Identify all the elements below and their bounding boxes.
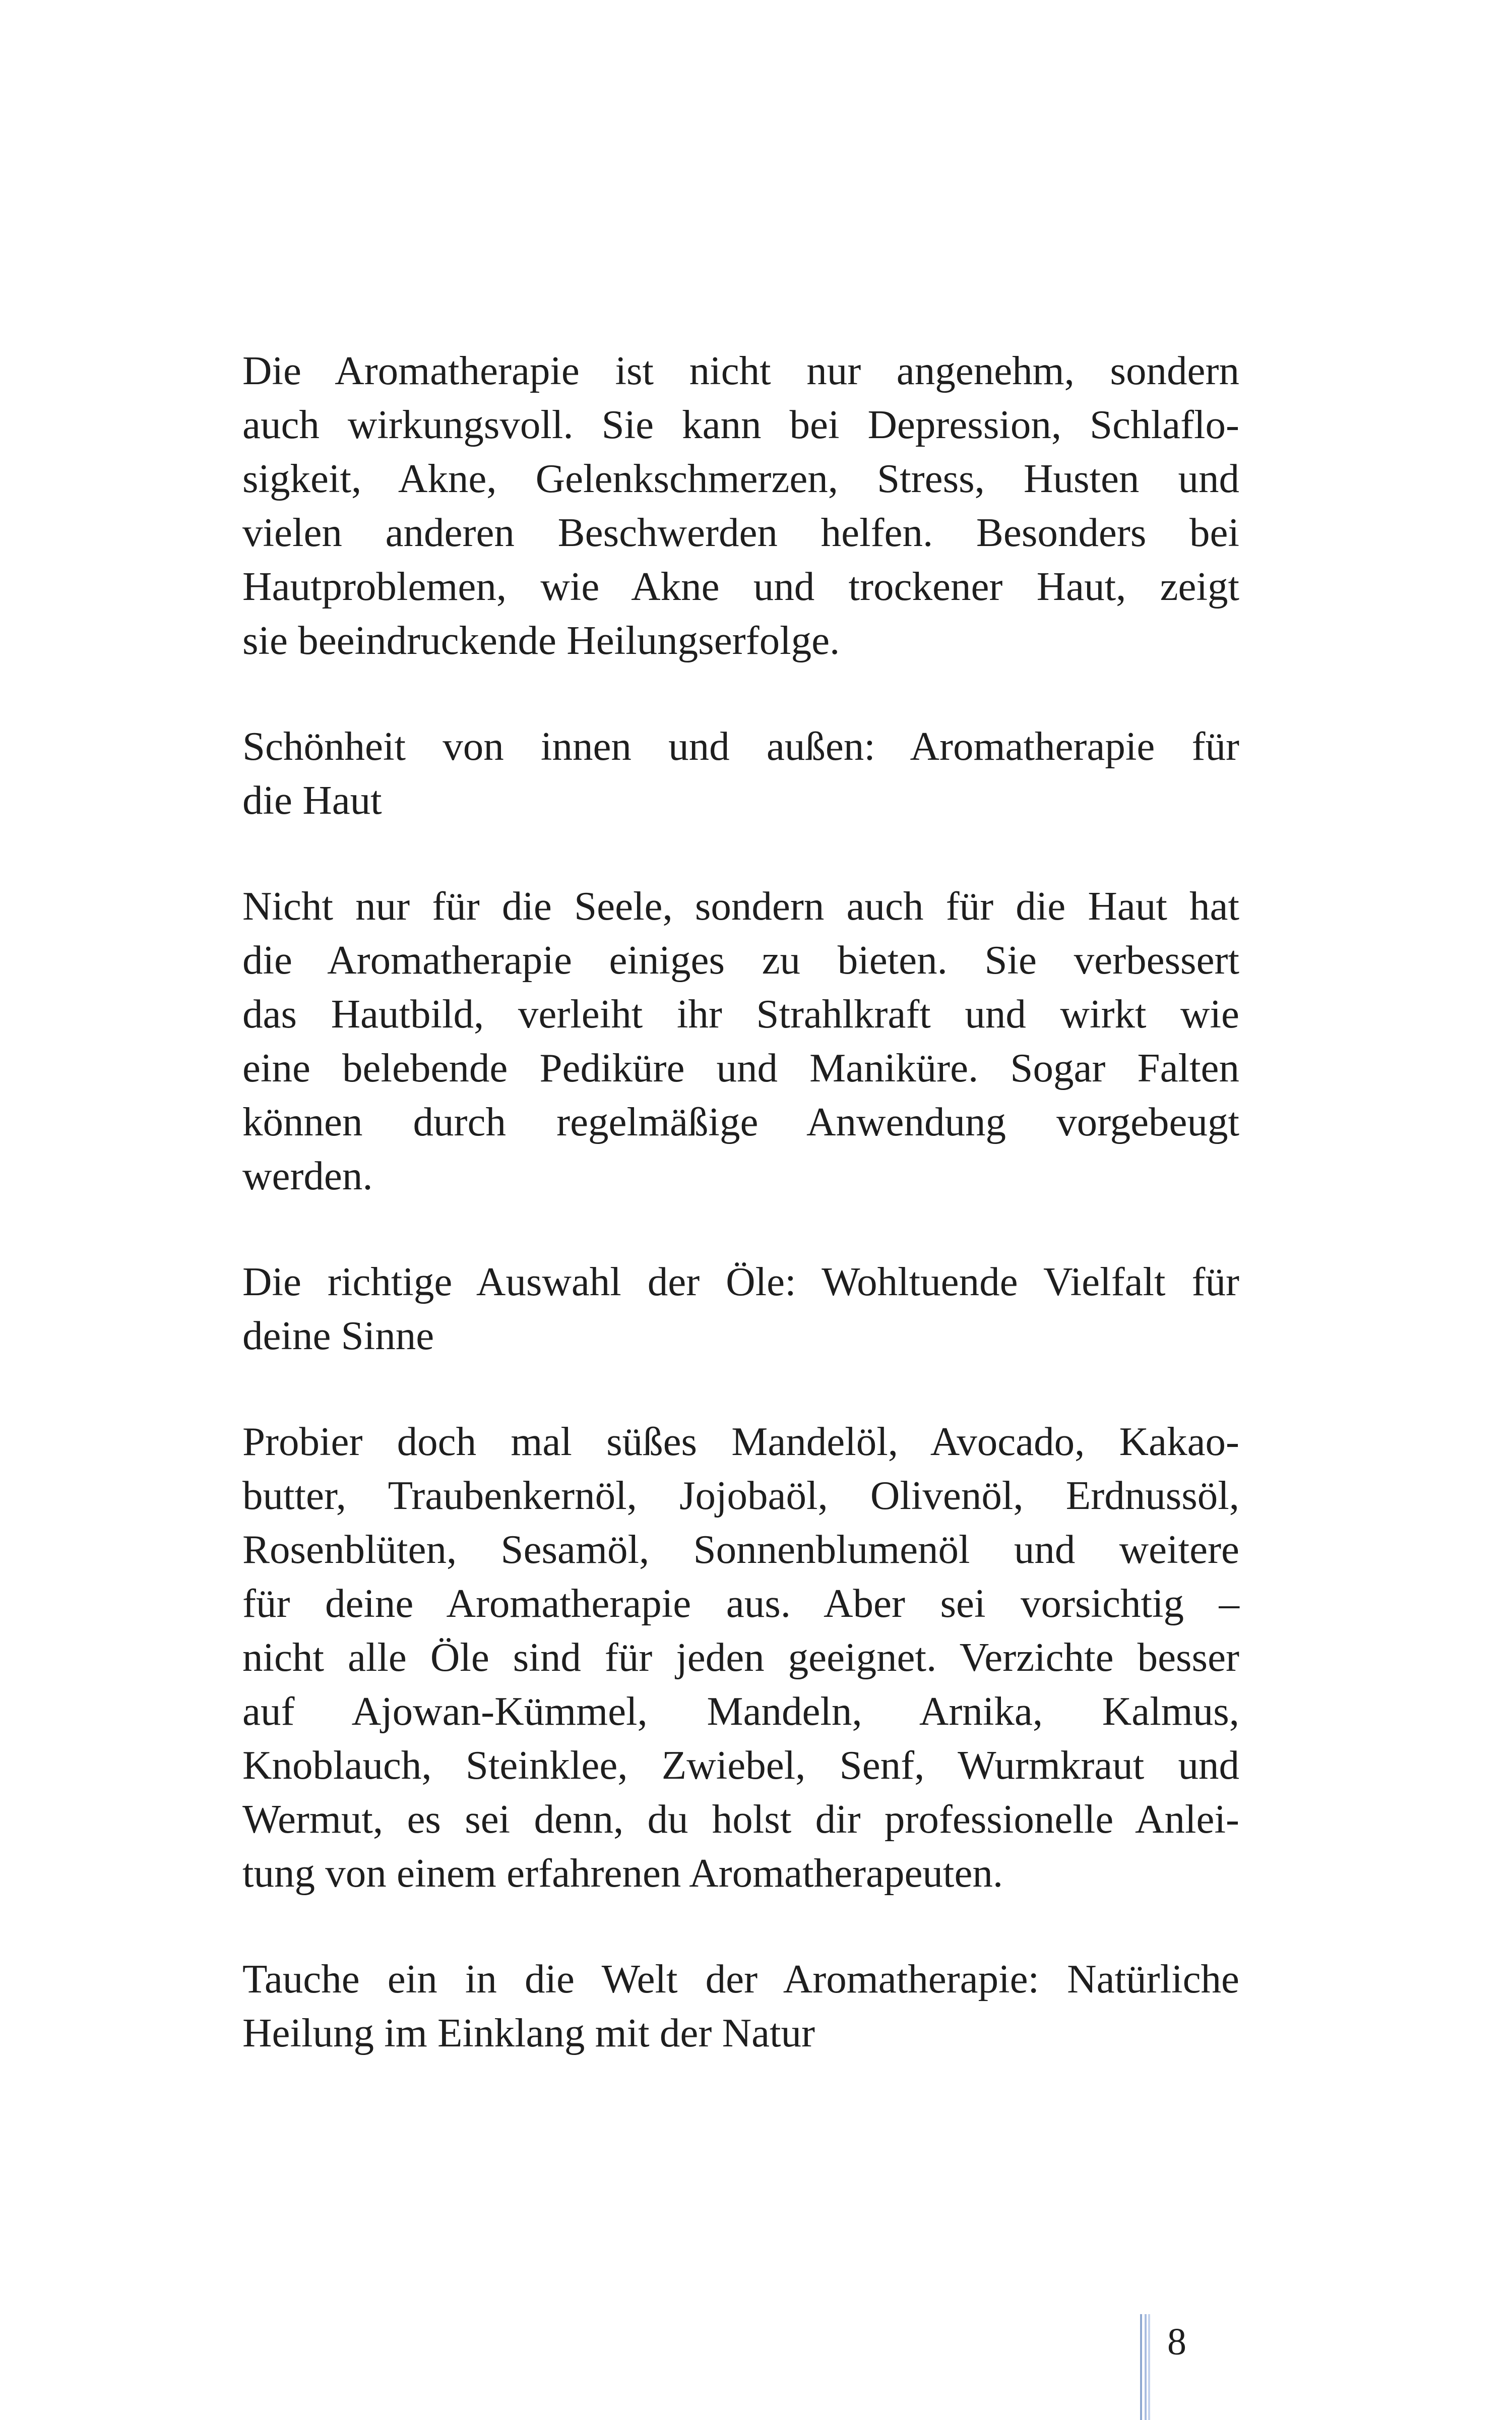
text-line: können durch regelmäßige Anwendung vorgebeugt <box>242 1099 1239 1144</box>
text-line: die Haut <box>242 777 382 823</box>
text-line: nicht alle Öle sind für jeden geeignet. Verzichte besser <box>242 1635 1239 1680</box>
footer-rule <box>1140 2314 1150 2420</box>
text-line: die Aromatherapie einiges zu bieten. Sie verbessert <box>242 937 1239 983</box>
text-line: Probier doch mal süßes Mandelöl, Avocado, Kakao- <box>242 1419 1239 1464</box>
text-line: Tauche ein in die Welt der Aromatherapie: Natürliche <box>242 1956 1239 2002</box>
heading-dive-in <box>242 1952 1239 2060</box>
heading-oil-selection <box>242 1255 1239 1363</box>
text-line: Wermut, es sei denn, du holst dir professionelle Anlei- <box>242 1796 1239 1842</box>
text-line: Hautproblemen, wie Akne und trockener Haut, zeigt <box>242 564 1239 609</box>
text-line: das Hautbild, verleiht ihr Strahlkraft und wirkt wie <box>242 991 1239 1037</box>
text-line: deine Sinne <box>242 1313 434 1358</box>
paragraph-skin <box>242 879 1239 1203</box>
footer-rule-bar <box>1145 2314 1147 2420</box>
text-line: Die Aromatherapie ist nicht nur angenehm, sondern <box>242 348 1239 393</box>
footer-rule-bar <box>1148 2314 1150 2420</box>
text-line: auf Ajowan-Kümmel, Mandeln, Arnika, Kalmus, <box>242 1688 1239 1734</box>
text-line: auch wirkungsvoll. Sie kann bei Depression, Schlaflo- <box>242 402 1239 447</box>
paragraph-oils <box>242 1415 1239 1900</box>
text-line: sie beeindruckende Heilungserfolge. <box>242 618 840 663</box>
text-line: sigkeit, Akne, Gelenkschmerzen, Stress, Husten und <box>242 456 1239 501</box>
paragraph-intro <box>242 344 1239 668</box>
text-line: für deine Aromatherapie aus. Aber sei vorsichtig – <box>242 1581 1239 1626</box>
text-line: Knoblauch, Steinklee, Zwiebel, Senf, Wurmkraut und <box>242 1742 1239 1788</box>
text-line: Die richtige Auswahl der Öle: Wohltuende Vielfalt für <box>242 1259 1239 1304</box>
page-number: 8 <box>1167 2321 1186 2363</box>
text-line: Rosenblüten, Sesamöl, Sonnenblumenöl und weitere <box>242 1527 1239 1572</box>
text-line: vielen anderen Beschwerden helfen. Besonders bei <box>242 510 1239 555</box>
text-line: Nicht nur für die Seele, sondern auch für die Haut hat <box>242 883 1239 929</box>
text-line: werden. <box>242 1153 373 1198</box>
footer-rule-bar <box>1140 2314 1142 2420</box>
heading-skin-beauty <box>242 719 1239 827</box>
text-line: butter, Traubenkernöl, Jojobaöl, Olivenöl, Erdnussöl, <box>242 1473 1239 1518</box>
text-line: eine belebende Pediküre und Maniküre. Sogar Falten <box>242 1045 1239 1091</box>
page-body <box>242 344 1239 2060</box>
text-line: Heilung im Einklang mit der Natur <box>242 2010 815 2055</box>
text-line: Schönheit von innen und außen: Aromatherapie für <box>242 723 1239 769</box>
text-line: tung von einem erfahrenen Aromatherapeuten. <box>242 1850 1003 1896</box>
